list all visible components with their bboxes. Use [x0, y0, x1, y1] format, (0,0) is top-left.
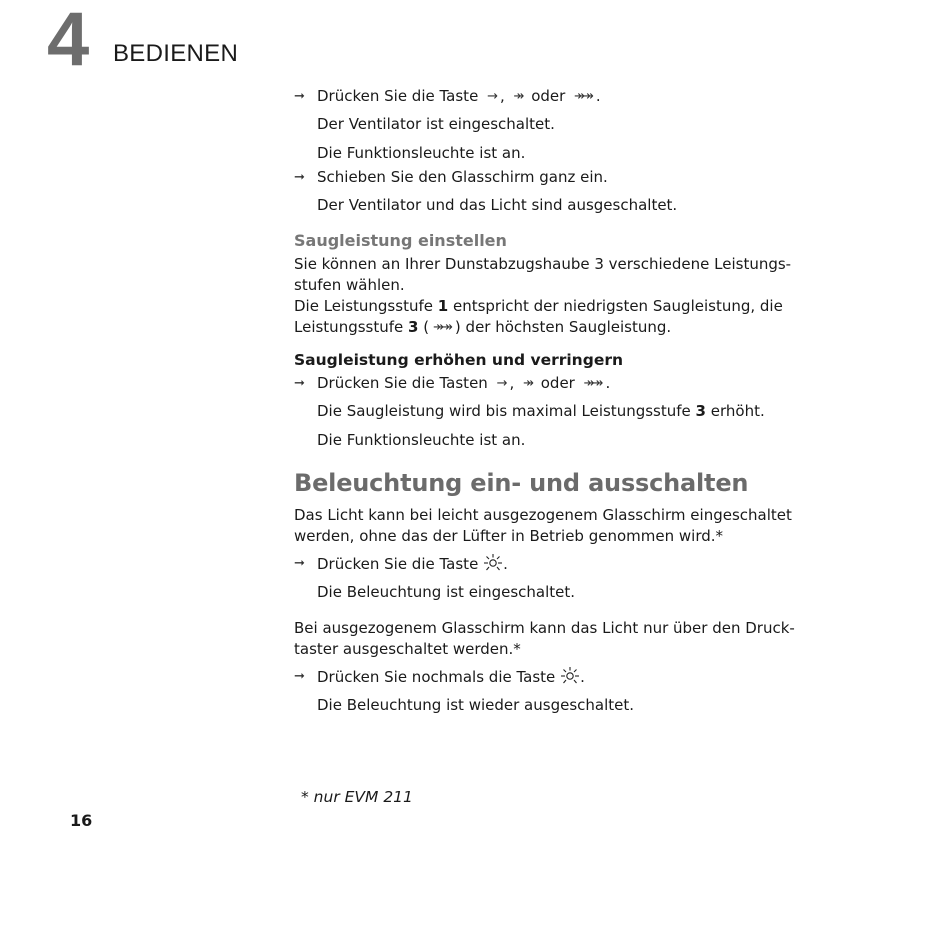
step-arrow-icon: ➞ [294, 376, 305, 391]
result-text: Die Beleuchtung ist eingeschaltet. [317, 583, 576, 601]
content [294, 86, 814, 716]
period: . [595, 87, 601, 105]
fan-level-1-icon: → [496, 376, 506, 391]
paragraph: Die Leistungsstufe 1 entspricht der niedrigsten Saugleistung, die Leistungsstufe 3 ( ↠↠ ) der höchsten Saugleistung. [294, 297, 783, 336]
result-text: Die Beleuchtung ist wieder ausgeschaltet. [317, 696, 635, 714]
result-text: Die Saugleistung wird bis maximal Leistungsstufe 3 erhöht. [317, 402, 765, 420]
fan-level-2-icon: ↠ [523, 376, 532, 391]
paragraph: Das Licht kann bei leicht ausgezogenem Glasschirm eingeschaltet werden, ohne das der Lüfter in Betrieb genommen wird.* [294, 506, 792, 545]
page-number: 16 [70, 811, 93, 830]
fan-level-3-icon: ↠↠ [574, 89, 592, 104]
step-close-screen [294, 167, 814, 188]
step-arrow-icon: ➞ [294, 170, 305, 185]
step-text: Drücken Sie die Taste [317, 555, 479, 573]
result-text: Die Funktionsleuchte ist an. [317, 144, 526, 162]
step-fan-on [294, 86, 814, 107]
step-arrow-icon: ➞ [294, 556, 305, 571]
fan-level-2-icon: ↠ [513, 89, 523, 104]
result-text: Der Ventilator ist eingeschaltet. [317, 115, 555, 133]
fan-level-3-icon: ↠↠ [583, 376, 602, 391]
step-text: Drücken Sie die Taste [317, 87, 479, 105]
footnote: * nur EVM 211 [301, 788, 413, 806]
result-text: Die Funktionsleuchte ist an. [317, 431, 526, 449]
light-bulb-icon [483, 553, 503, 571]
step-text: Drücken Sie die Tasten [317, 374, 488, 392]
step-light-off: ➞ Drücken Sie nochmals die Taste . [294, 668, 585, 686]
step-text: Drücken Sie nochmals die Taste [317, 668, 556, 686]
or-text: oder [531, 87, 566, 105]
fan-level-1-icon: → [487, 89, 496, 104]
fan-level-3-icon: ↠↠ [433, 320, 451, 335]
step-text: Schieben Sie den Glasschirm ganz ein. [317, 168, 608, 186]
paragraph: Bei ausgezogenem Glasschirm kann das Licht nur über den Druck-taster ausgeschaltet werden.* [294, 619, 795, 658]
paragraph: Sie können an Ihrer Dunstabzugshaube 3 verschiedene Leistungs-stufen wählen. [294, 255, 792, 294]
light-bulb-icon [560, 666, 580, 684]
heading-suction-adjust: Saugleistung erhöhen und verringern [294, 351, 624, 369]
result-text: Der Ventilator und das Licht sind ausgeschaltet. [317, 196, 678, 214]
chapter-title: BEDIENEN [113, 40, 239, 67]
step-arrow-icon: ➞ [294, 89, 305, 104]
step-arrow-icon: ➞ [294, 669, 305, 684]
heading-lighting: Beleuchtung ein- und ausschalten [294, 469, 749, 497]
heading-suction: Saugleistung einstellen [294, 231, 507, 250]
chapter-number: 4 [47, 0, 90, 82]
step-press-keys: ➞ Drücken Sie die Tasten → , ↠ oder ↠↠ . [294, 374, 611, 392]
separator: , [499, 87, 505, 105]
step-light-on: ➞ Drücken Sie die Taste . [294, 555, 508, 573]
